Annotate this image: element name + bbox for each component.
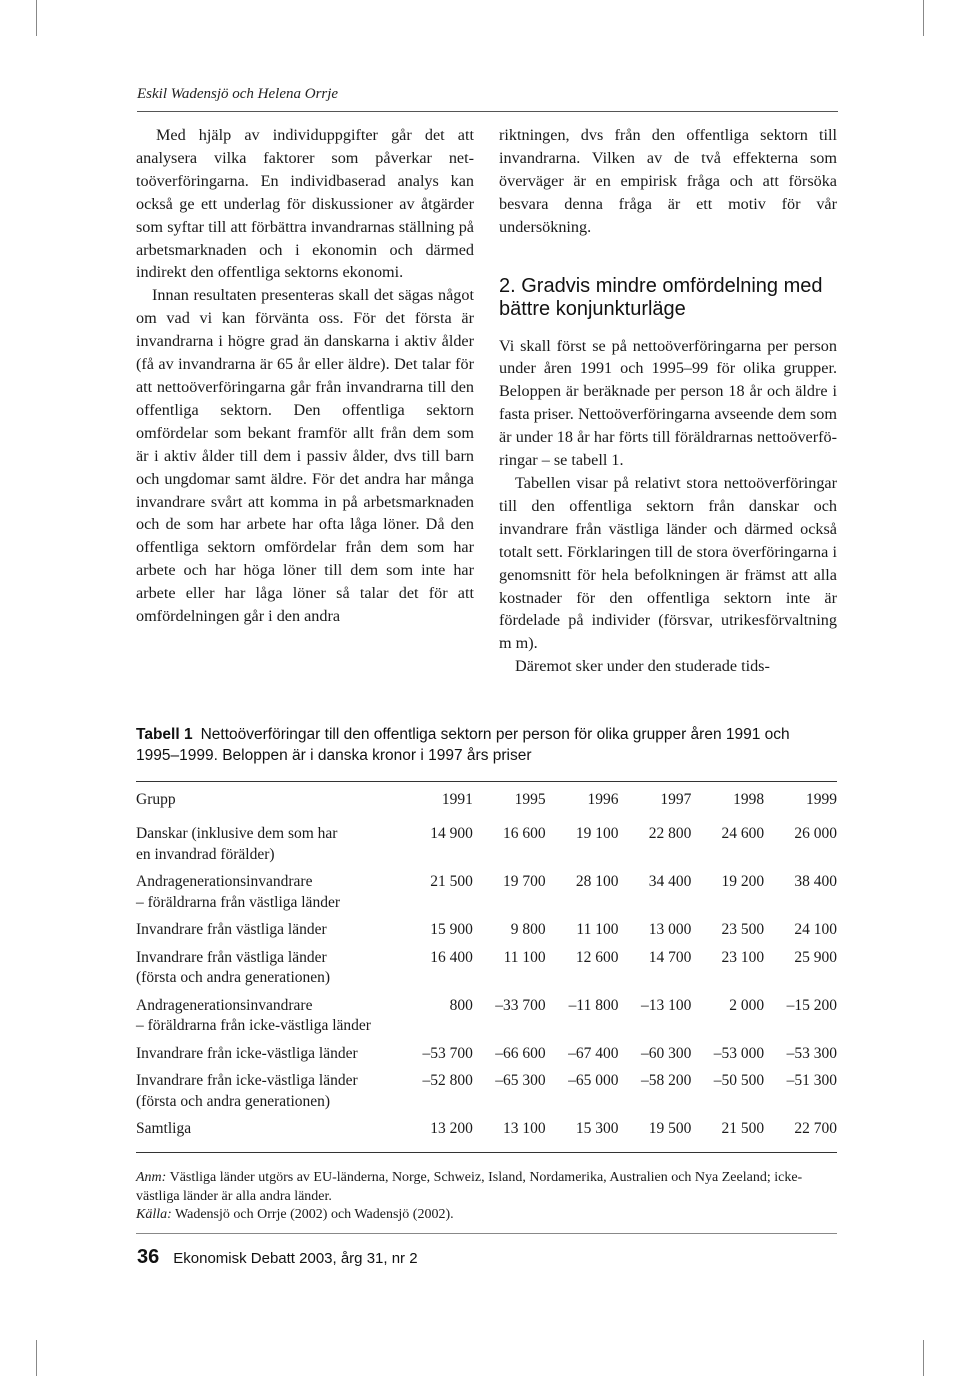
table-cell: 800	[449, 996, 473, 1014]
table-cell: 21 500	[721, 1120, 765, 1137]
table-caption	[136, 724, 836, 766]
table-label: Tabell 1	[136, 726, 193, 743]
row-label	[136, 1119, 400, 1147]
table-bottom-rule	[136, 1152, 837, 1153]
journal-info: Ekonomisk Debatt 2003, årg 31, nr 2	[173, 1250, 418, 1267]
data-table	[136, 786, 837, 1147]
table-cell: –53 700	[422, 1044, 473, 1062]
table-cell: –51 300	[786, 1072, 837, 1089]
table-cell: 24 600	[721, 825, 765, 842]
table-cell: –33 700	[495, 996, 546, 1014]
row-label	[136, 1071, 400, 1119]
table-row	[136, 996, 837, 1044]
section-heading: 2. Gradvis mindre omfördelning med bättre konjunkturläge	[499, 274, 823, 320]
table-cell: 16 600	[503, 825, 546, 842]
page-number: 36	[137, 1246, 160, 1268]
table-cell: 9 800	[510, 921, 546, 938]
table-cell: –53 000	[713, 1044, 765, 1062]
table-cell: –65 300	[495, 1072, 546, 1089]
column-header-group: Grupp	[136, 791, 176, 808]
table-caption-text: Nettoöverföringar till den offentliga sektorn per person för olika grupper åren 1991 och 1995–1999. Beloppen är i danska kronor i 1997 års priser	[136, 726, 790, 764]
column-header-1999: 1999	[806, 791, 837, 808]
row-label-line: (första och andra generationen)	[136, 969, 331, 986]
table-cell: 23 100	[721, 948, 765, 966]
table-row	[136, 1119, 837, 1147]
left-paragraph-2: Innan resultaten presenteras skall det sägas något om vad vi kan förvänta oss. För det första är invandrarna i högre grad än danskarna i aktiv ålder (få av invandrarna är 65 år eller äldre). Det talar för att nettoöverföringarna går från invandrarna till den offentliga sektorn. Den offentliga sektorn omfördelar som bekant framför allt från dem som är i aktiv ålder till dem i passiv ålder, dvs till barn och ungdomar samt äldre. För det andra har många invandrare svårt att komma in på arbetsmarknaden och de som har arbete har ofta låga löner. Då den offentliga sektorn omfördelar från dem som har arbete och har höga löner till dem som inte har arbete eller har låga löner så talar det för att omfördelningen går i den andra	[136, 286, 474, 626]
table-cell: 38 400	[794, 873, 837, 890]
table-cell: 19 100	[575, 825, 619, 842]
note-anm-label: Anm:	[136, 1170, 167, 1185]
table-note	[136, 1169, 836, 1225]
table-cell: 34 400	[648, 873, 692, 890]
table-row	[136, 920, 837, 948]
table-cell: 23 500	[721, 921, 765, 938]
table-row	[136, 872, 837, 920]
table-cell: 26 000	[794, 825, 837, 842]
table-cell: 14 900	[430, 825, 473, 842]
right-paragraph-3: Däremot sker under den studerade tids-	[515, 657, 770, 676]
crop-mark	[36, 0, 37, 36]
row-label	[136, 820, 400, 872]
table-cell: –53 300	[786, 1044, 837, 1062]
table-cell: 13 100	[503, 1120, 546, 1137]
table-cell: 22 800	[648, 825, 692, 842]
table-cell: 12 600	[575, 948, 619, 966]
left-paragraph-1: Med hjälp av individuppgifter går det att analysera vilka faktorer som påverkar nettoöverföringarna. En individbaserad analys kan också ge ett underlag för diskussioner av åtgärder som syftar till att förbättra invandrarnas ställning på arbetsmarknaden och i ekonomin och därmed indirekt den offentliga sektorns ekonomi.	[136, 126, 474, 282]
table-cell: –66 600	[495, 1044, 546, 1062]
note-kalla-text: Wadensjö och Orrje (2002) och Wadensjö (2002).	[175, 1207, 454, 1222]
row-label	[136, 1044, 400, 1072]
table-cell: 28 100	[575, 873, 619, 890]
row-label	[136, 996, 400, 1044]
table-cell: 25 900	[794, 948, 837, 966]
crop-mark	[923, 0, 924, 36]
column-header-1997: 1997	[660, 791, 692, 808]
row-label-line: Danskar (inklusive dem som har	[136, 825, 338, 842]
row-label-line: Andragenerationsinvandrare	[136, 873, 313, 890]
row-label-line: Invandrare från västliga länder	[136, 921, 327, 938]
table-cell: 2 000	[729, 996, 765, 1014]
table-cell: –13 100	[640, 996, 692, 1014]
table-header-row	[136, 786, 837, 820]
table-row	[136, 948, 837, 996]
running-head: Eskil Wadensjö och Helena Orrje	[137, 86, 339, 102]
table-row	[136, 1044, 837, 1072]
note-anm-text: Västliga länder utgörs av EU-länderna, Norge, Schweiz, Island, Nordamerika, Australien och Nya Zeeland; icke-västliga länder är alla andra länder.	[136, 1170, 803, 1204]
right-continuation: riktningen, dvs från den offentliga sektorn till invandrarna. Vilken av de två effekterna som överväger är en empirisk fråga och att försöka besvara denna fråga är ett motiv för vår undersökning.	[499, 126, 837, 236]
table-cell: 13 000	[648, 921, 692, 938]
table-cell: 24 100	[794, 921, 837, 938]
column-header-1996: 1996	[587, 791, 619, 808]
table-cell: 11 100	[576, 921, 619, 938]
right-paragraph-1: Vi skall först se på nettoöverföringarna per person under åren 1991 och 1995–99 för olika grupper. Beloppen är beräknade per person 18 år och äldre i fasta priser. Nettoöverföringarna avseende dem som är under 18 år har förts till föräldrarnas nettoöverföringar – se tabell 1.	[499, 336, 837, 470]
table-cell: 15 300	[575, 1120, 619, 1137]
row-label-line: Samtliga	[136, 1120, 192, 1137]
table-cell: 19 700	[503, 873, 546, 890]
table-cell: –60 300	[640, 1044, 692, 1062]
table-cell: 15 900	[430, 921, 473, 938]
row-label-line: Invandrare från icke-västliga länder	[136, 1044, 358, 1062]
table-cell: –58 200	[640, 1072, 692, 1089]
header-rule	[137, 111, 838, 112]
row-label-line: Invandrare från västliga länder	[136, 948, 327, 966]
note-kalla-label: Källa:	[136, 1207, 172, 1222]
page-footer	[137, 1246, 418, 1269]
table-cell: –52 800	[422, 1072, 473, 1089]
table-cell: –11 800	[568, 996, 619, 1014]
left-column	[136, 124, 474, 628]
crop-mark	[923, 1340, 924, 1376]
row-label-line: – föräldrarna från icke-västliga länder	[136, 1017, 371, 1034]
table-cell: 13 200	[430, 1120, 473, 1137]
table-cell: 14 700	[648, 948, 692, 966]
row-label	[136, 920, 400, 948]
table-cell: 21 500	[430, 873, 473, 890]
table-cell: –67 400	[568, 1044, 619, 1062]
table-cell: –15 200	[786, 996, 837, 1014]
column-header-1998: 1998	[733, 791, 765, 808]
table-cell: –50 500	[713, 1072, 765, 1089]
table-cell: 11 100	[503, 948, 546, 966]
row-label-line: Invandrare från icke-västliga länder	[136, 1072, 358, 1089]
column-header-1995: 1995	[514, 791, 546, 808]
table-row	[136, 820, 837, 872]
row-label-line: – föräldrarna från västliga länder	[136, 893, 340, 911]
row-label	[136, 948, 400, 996]
row-label	[136, 872, 400, 920]
table-top-rule	[136, 781, 837, 782]
row-label-line: en invandrad förälder)	[136, 845, 275, 863]
table-row	[136, 1071, 837, 1119]
row-label-line: Andragenerationsinvandrare	[136, 996, 313, 1014]
column-header-1991: 1991	[441, 791, 473, 808]
table-cell: 19 200	[721, 873, 765, 890]
crop-mark	[36, 1340, 37, 1376]
table-cell: 22 700	[794, 1120, 837, 1137]
right-paragraph-2: Tabellen visar på relativt stora nettoöverföringar till den offentliga sektorn från danskar och invandrare från västliga länder och därmed också totalt sett. Förklaringen till de stora överföringarna i genomsnitt för hela befolkningen är främst att alla kostnader för den offentliga sektorn inte är fördelade på individer (försvar, utrikesförvaltning m m).	[499, 473, 837, 653]
table-cell: –65 000	[568, 1072, 619, 1089]
footer-rule	[136, 1233, 837, 1234]
table-cell: 19 500	[648, 1120, 692, 1137]
right-column	[499, 124, 837, 678]
table-cell: 16 400	[430, 948, 473, 966]
row-label-line: (första och andra generationen)	[136, 1092, 331, 1110]
